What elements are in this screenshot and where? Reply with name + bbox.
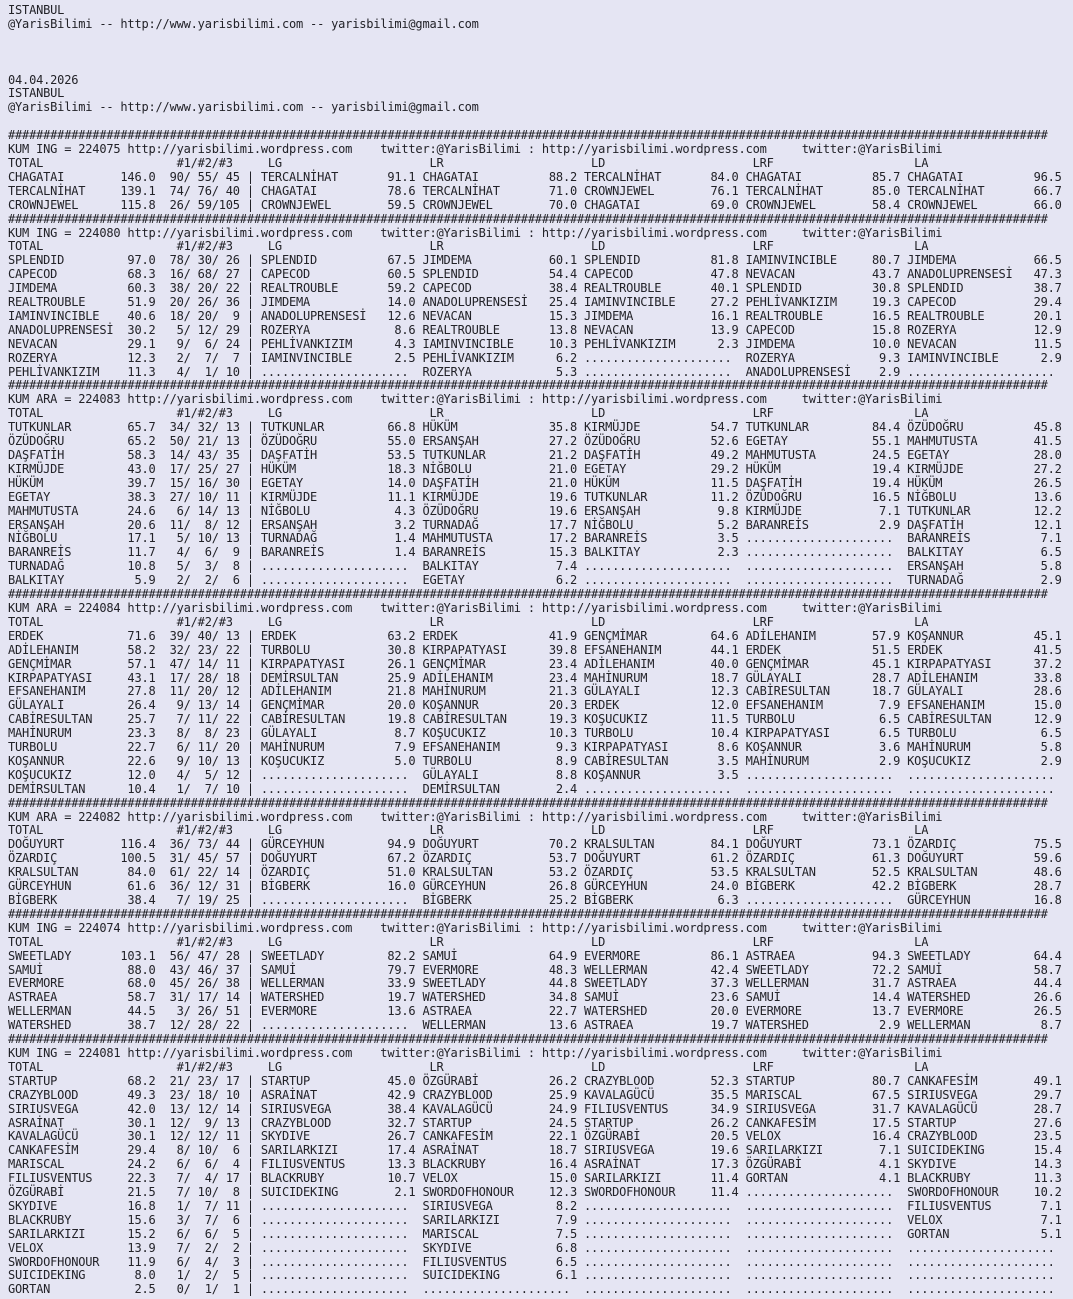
stats-row: NEVACAN 29.1 9/ 6/ 24 | PEHLİVANKIZIM 4.3 IAMINVINCIBLE 10.3 PEHLİVANKIZIM 2.3 JIMDEMA 10.0 NEVACAN 11.5 bbox=[8, 336, 1062, 351]
stats-row: DOĞUYURT 116.4 36/ 73/ 44 | GÜRCEYHUN 94.9 DOĞUYURT 70.2 KRALSULTAN 84.1 DOĞUYURT 73.1 ÖZARDIÇ 75.5 bbox=[8, 837, 1062, 852]
stats-row: SAMUİ 88.0 43/ 46/ 37 | SAMUİ 79.7 EVERMORE 48.3 WELLERMAN 42.4 SWEETLADY 72.2 SAMUİ 58.7 bbox=[8, 962, 1062, 977]
stats-row: ADİLEHANIM 58.2 32/ 23/ 22 | TURBOLU 30.8 KIRPAPATYASI 39.8 EFSANEHANIM 44.1 ERDEK 51.5 ERDEK 41.5 bbox=[8, 642, 1062, 657]
stats-row: SKYDIVE 16.8 1/ 7/ 11 | ..................... SIRIUSVEGA 8.2 ..................... ..................... FILIUSVENTUS 7.1 bbox=[8, 1198, 1062, 1213]
stats-row: ASRAİNAT 30.1 12/ 9/ 13 | CRAZYBLOOD 32.7 STARTUP 24.5 STARTUP 26.2 CANKAFESİM 17.5 STARTUP 27.6 bbox=[8, 1115, 1062, 1130]
stats-row: GÜRCEYHUN 61.6 36/ 12/ 31 | BİGBERK 16.0 GÜRCEYHUN 26.8 GÜRCEYHUN 24.0 BİGBERK 42.2 BİGBERK 28.7 bbox=[8, 879, 1062, 894]
stats-row: KRALSULTAN 84.0 61/ 22/ 14 | ÖZARDIÇ 51.0 KRALSULTAN 53.2 ÖZARDIÇ 53.5 KRALSULTAN 52.5 KRALSULTAN 48.6 bbox=[8, 865, 1062, 880]
stats-row: BARANREİS 11.7 4/ 6/ 9 | BARANREİS 1.4 BARANREİS 15.3 BALKITAY 2.3 ..................... BALKITAY 6.5 bbox=[8, 545, 1062, 560]
stats-row: IAMINVINCIBLE 40.6 18/ 20/ 9 | ANADOLUPRENSESİ 12.6 NEVACAN 15.3 JIMDEMA 16.1 REALTROUBLE 16.5 REALTROUBLE 20.1 bbox=[8, 308, 1062, 323]
stats-row: FILIUSVENTUS 22.3 7/ 4/ 17 | BLACKRUBY 10.7 VELOX 15.0 SARILARKIZI 11.4 GORTAN 4.1 BLACKRUBY 11.3 bbox=[8, 1171, 1062, 1186]
race-separator: #################################################################################################################################################### bbox=[8, 128, 1048, 143]
stats-row: TURNADAĞ 10.8 5/ 3/ 8 | ..................... BALKITAY 7.4 ..................... ..................... ERSANŞAH 5.8 bbox=[8, 559, 1062, 574]
stats-row: ÖZARDIÇ 100.5 31/ 45/ 57 | DOĞUYURT 67.2 ÖZARDIÇ 53.7 DOĞUYURT 61.2 ÖZARDIÇ 61.3 DOĞUYURT 59.6 bbox=[8, 851, 1062, 866]
stats-row: PEHLİVANKIZIM 11.3 4/ 1/ 10 | ..................... ROZERYA 5.3 ..................... ANADOLUPRENSESİ 2.9 ..................... bbox=[8, 364, 1062, 379]
stats-row: STARTUP 68.2 21/ 23/ 17 | STARTUP 45.0 ÖZGÜRABİ 26.2 CRAZYBLOOD 52.3 STARTUP 80.7 CANKAFESİM 49.1 bbox=[8, 1073, 1062, 1088]
race-separator: #################################################################################################################################################### bbox=[8, 587, 1048, 602]
column-header-row: TOTAL #1/#2/#3 LG LR LD LRF LA bbox=[8, 1059, 929, 1074]
stats-row: TERCALNİHAT 139.1 74/ 76/ 40 | CHAGATAI 78.6 TERCALNİHAT 71.0 CROWNJEWEL 76.1 TERCALNİHAT 85.0 TERCALNİHAT 66.7 bbox=[8, 183, 1062, 198]
stats-row: EFSANEHANIM 27.8 11/ 20/ 12 | ADİLEHANIM 21.8 MAHİNURUM 21.3 GÜLAYALI 12.3 CABİRESULTAN 18.7 GÜLAYALI 28.6 bbox=[8, 684, 1062, 699]
column-header-row: TOTAL #1/#2/#3 LG LR LD LRF LA bbox=[8, 823, 929, 838]
stats-row: SWORDOFHONOUR 11.9 6/ 4/ 3 | ..................... FILIUSVENTUS 6.5 ..................... ..................... ..................... bbox=[8, 1254, 1062, 1269]
report-city-line: ISTANBUL bbox=[8, 86, 65, 101]
stats-row: CHAGATAI 146.0 90/ 55/ 45 | TERCALNİHAT 91.1 CHAGATAI 88.2 TERCALNİHAT 84.0 CHAGATAI 85.7 CHAGATAI 96.5 bbox=[8, 169, 1062, 184]
stats-row: CANKAFESİM 29.4 8/ 10/ 6 | SARILARKIZI 17.4 ASRAİNAT 18.7 SIRIUSVEGA 19.6 SARILARKIZI 7.1 SUICIDEKING 15.4 bbox=[8, 1143, 1062, 1158]
column-header-row: TOTAL #1/#2/#3 LG LR LD LRF LA bbox=[8, 614, 929, 629]
stats-row: SIRIUSVEGA 42.0 13/ 12/ 14 | SIRIUSVEGA 38.4 KAVALAGÜCÜ 24.9 FILIUSVENTUS 34.9 SIRIUSVEGA 31.7 KAVALAGÜCÜ 28.7 bbox=[8, 1101, 1062, 1116]
stats-row: ÖZÜDOĞRU 65.2 50/ 21/ 13 | ÖZÜDOĞRU 55.0 ERSANŞAH 27.2 ÖZÜDOĞRU 52.6 EGETAY 55.1 MAHMUTUSTA 41.5 bbox=[8, 434, 1062, 449]
race-separator: #################################################################################################################################################### bbox=[8, 378, 1048, 393]
stats-row: ÖZGÜRABİ 21.5 7/ 10/ 8 | SUICIDEKING 2.1 SWORDOFHONOUR 12.3 SWORDOFHONOUR 11.4 ..................... SWORDOFHONOUR 10.2 bbox=[8, 1185, 1062, 1200]
race-separator: #################################################################################################################################################### bbox=[8, 906, 1048, 921]
blank-line bbox=[8, 60, 1073, 74]
race-title-line: KUM ING = 224080 http://yarisbilimi.wordpress.com twitter:@YarisBilimi : http://yarisbilimi.wordpress.com twitter:@YarisBilimi bbox=[8, 225, 943, 240]
stats-row: SUICIDEKING 8.0 1/ 2/ 5 | ..................... SUICIDEKING 6.1 ..................... ..................... ..................... bbox=[8, 1268, 1062, 1283]
stats-row: KOŞUCUKIZ 12.0 4/ 5/ 12 | ..................... GÜLAYALI 8.8 KOŞANNUR 3.5 ..................... ..................... bbox=[8, 767, 1062, 782]
stats-row: TURBOLU 22.7 6/ 11/ 20 | MAHİNURUM 7.9 EFSANEHANIM 9.3 KIRPAPATYASI 8.6 KOŞANNUR 3.6 MAHİNURUM 5.8 bbox=[8, 740, 1062, 755]
stats-row: BALKITAY 5.9 2/ 2/ 6 | ..................... EGETAY 6.2 ..................... ..................... TURNADAĞ 2.9 bbox=[8, 573, 1062, 588]
stats-row: VELOX 13.9 7/ 2/ 2 | ..................... SKYDIVE 6.8 ..................... ..................... ..................... bbox=[8, 1240, 1062, 1255]
stats-row: HÜKÜM 39.7 15/ 16/ 30 | EGETAY 14.0 DAŞFATİH 21.0 HÜKÜM 11.5 DAŞFATİH 19.4 HÜKÜM 26.5 bbox=[8, 475, 1062, 490]
stats-row: BLACKRUBY 15.6 3/ 7/ 6 | ..................... SARILARKIZI 7.9 ..................... ..................... VELOX 7.1 bbox=[8, 1212, 1062, 1227]
stats-row: KIRPAPATYASI 43.1 17/ 28/ 18 | DEMİRSULTAN 25.9 ADİLEHANIM 23.4 MAHİNURUM 18.7 GÜLAYALI 28.7 ADİLEHANIM 33.8 bbox=[8, 670, 1062, 685]
column-header-row: TOTAL #1/#2/#3 LG LR LD LRF LA bbox=[8, 239, 929, 254]
race-title-line: KUM ING = 224081 http://yarisbilimi.wordpress.com twitter:@YarisBilimi : http://yarisbilimi.wordpress.com twitter:@YarisBilimi bbox=[8, 1045, 943, 1060]
blank-line bbox=[8, 32, 1073, 46]
race-separator: #################################################################################################################################################### bbox=[8, 211, 1048, 226]
stats-row: ROZERYA 12.3 2/ 7/ 7 | IAMINVINCIBLE 2.5 PEHLİVANKIZIM 6.2 ..................... ROZERYA 9.3 IAMINVINCIBLE 2.9 bbox=[8, 350, 1062, 365]
stats-row: MAHMUTUSTA 24.6 6/ 14/ 13 | NİĞBOLU 4.3 ÖZÜDOĞRU 19.6 ERSANŞAH 9.8 KIRMÜJDE 7.1 TUTKUNLAR 12.2 bbox=[8, 503, 1062, 518]
stats-row: EVERMORE 68.0 45/ 26/ 38 | WELLERMAN 33.9 SWEETLADY 44.8 SWEETLADY 37.3 WELLERMAN 31.7 ASTRAEA 44.4 bbox=[8, 976, 1062, 991]
stats-row: KOŞANNUR 22.6 9/ 10/ 13 | KOŞUCUKIZ 5.0 TURBOLU 8.9 CABİRESULTAN 3.5 MAHİNURUM 2.9 KOŞUCUKIZ 2.9 bbox=[8, 753, 1062, 768]
stats-row: EGETAY 38.3 27/ 10/ 11 | KIRMÜJDE 11.1 KIRMÜJDE 19.6 TUTKUNLAR 11.2 ÖZÜDOĞRU 16.5 NİĞBOLU 13.6 bbox=[8, 489, 1062, 504]
column-header-row: TOTAL #1/#2/#3 LG LR LD LRF LA bbox=[8, 406, 929, 421]
stats-row: ERDEK 71.6 39/ 40/ 13 | ERDEK 63.2 ERDEK 41.9 GENÇMİMAR 64.6 ADİLEHANIM 57.9 KOŞANNUR 45.1 bbox=[8, 628, 1062, 643]
credit-line: @YarisBilimi -- http://www.yarisbilimi.com -- yarisbilimi@gmail.com bbox=[8, 100, 479, 115]
race-title-line: KUM ING = 224075 http://yarisbilimi.wordpress.com twitter:@YarisBilimi : http://yarisbilimi.wordpress.com twitter:@YarisBilimi bbox=[8, 142, 943, 157]
stats-row: SWEETLADY 103.1 56/ 47/ 28 | SWEETLADY 82.2 SAMUİ 64.9 EVERMORE 86.1 ASTRAEA 94.3 SWEETLADY 64.4 bbox=[8, 948, 1062, 963]
stats-row: ANADOLUPRENSESİ 30.2 5/ 12/ 29 | ROZERYA 8.6 REALTROUBLE 13.8 NEVACAN 13.9 CAPECOD 15.8 ROZERYA 12.9 bbox=[8, 322, 1062, 337]
credit-line: @YarisBilimi -- http://www.yarisbilimi.com -- yarisbilimi@gmail.com bbox=[8, 16, 479, 31]
stats-row: CROWNJEWEL 115.8 26/ 59/105 | CROWNJEWEL 59.5 CROWNJEWEL 70.0 CHAGATAI 69.0 CROWNJEWEL 58.4 CROWNJEWEL 66.0 bbox=[8, 197, 1062, 212]
stats-row: TUTKUNLAR 65.7 34/ 32/ 13 | TUTKUNLAR 66.8 HÜKÜM 35.8 KIRMÜJDE 54.7 TUTKUNLAR 84.4 ÖZÜDOĞRU 45.8 bbox=[8, 420, 1062, 435]
stats-row: DAŞFATİH 58.3 14/ 43/ 35 | DAŞFATİH 53.5 TUTKUNLAR 21.2 DAŞFATİH 49.2 MAHMUTUSTA 24.5 EGETAY 28.0 bbox=[8, 448, 1062, 462]
stats-row: JIMDEMA 60.3 38/ 20/ 22 | REALTROUBLE 59.2 CAPECOD 38.4 REALTROUBLE 40.1 SPLENDID 30.8 SPLENDID 38.7 bbox=[8, 281, 1062, 296]
blank-line bbox=[8, 46, 1073, 60]
stats-row: MAHİNURUM 23.3 8/ 8/ 23 | GÜLAYALI 8.7 KOŞUCUKIZ 10.3 TURBOLU 10.4 KIRPAPATYASI 6.5 TURBOLU 6.5 bbox=[8, 726, 1062, 741]
stats-row: GÜLAYALI 26.4 9/ 13/ 14 | GENÇMİMAR 20.0 KOŞANNUR 20.3 ERDEK 12.0 EFSANEHANIM 7.9 EFSANEHANIM 15.0 bbox=[8, 698, 1062, 713]
stats-row: NİĞBOLU 17.1 5/ 10/ 13 | TURNADAĞ 1.4 MAHMUTUSTA 17.2 BARANREİS 3.5 ..................... BARANREİS 7.1 bbox=[8, 531, 1062, 546]
stats-row: CAPECOD 68.3 16/ 68/ 27 | CAPECOD 60.5 SPLENDID 54.4 CAPECOD 47.8 NEVACAN 43.7 ANADOLUPRENSESİ 47.3 bbox=[8, 267, 1062, 282]
stats-row: BİGBERK 38.4 7/ 19/ 25 | ..................... BİGBERK 25.2 BİGBERK 6.3 ..................... GÜRCEYHUN 16.8 bbox=[8, 893, 1062, 907]
blank-line bbox=[8, 115, 1073, 129]
race-title-line: KUM ARA = 224082 http://yarisbilimi.wordpress.com twitter:@YarisBilimi : http://yarisbilimi.wordpress.com twitter:@YarisBilimi bbox=[8, 809, 943, 824]
report-date-line: 04.04.2026 bbox=[8, 72, 79, 87]
stats-row: DEMİRSULTAN 10.4 1/ 7/ 10 | ..................... DEMİRSULTAN 2.4 ..................... ..................... ..................... bbox=[8, 781, 1062, 796]
race-separator: #################################################################################################################################################### bbox=[8, 1032, 1048, 1047]
stats-row: WATERSHED 38.7 12/ 28/ 22 | ..................... WELLERMAN 13.6 ASTRAEA 19.7 WATERSHED 2.9 WELLERMAN 8.7 bbox=[8, 1018, 1062, 1033]
race-title-line: KUM ARA = 224084 http://yarisbilimi.wordpress.com twitter:@YarisBilimi : http://yarisbilimi.wordpress.com twitter:@YarisBilimi bbox=[8, 600, 943, 615]
stats-row: CRAZYBLOOD 49.3 23/ 18/ 10 | ASRAİNAT 42.9 CRAZYBLOOD 25.9 KAVALAGÜCÜ 35.5 MARISCAL 67.5 SIRIUSVEGA 29.7 bbox=[8, 1087, 1062, 1102]
stats-row: CABİRESULTAN 25.7 7/ 11/ 22 | CABİRESULTAN 19.8 CABİRESULTAN 19.3 KOŞUCUKIZ 11.5 TURBOLU 6.5 CABİRESULTAN 12.9 bbox=[8, 712, 1062, 727]
race-title-line: KUM ARA = 224083 http://yarisbilimi.wordpress.com twitter:@YarisBilimi : http://yarisbilimi.wordpress.com twitter:@YarisBilimi bbox=[8, 392, 943, 407]
stats-row: SPLENDID 97.0 78/ 30/ 26 | SPLENDID 67.5 JIMDEMA 60.1 SPLENDID 81.8 IAMINVINCIBLE 80.7 JIMDEMA 66.5 bbox=[8, 253, 1062, 268]
report-city-line: ISTANBUL bbox=[8, 3, 65, 17]
stats-row: KIRMÜJDE 43.0 17/ 25/ 27 | HÜKÜM 18.3 NİĞBOLU 21.0 EGETAY 29.2 HÜKÜM 19.4 KIRMÜJDE 27.2 bbox=[8, 461, 1062, 476]
stats-row: GORTAN 2.5 0/ 1/ 1 | ..................... ..................... ..................... ..................... ..................... bbox=[8, 1282, 1062, 1297]
column-header-row: TOTAL #1/#2/#3 LG LR LD LRF LA bbox=[8, 934, 929, 949]
stats-row: REALTROUBLE 51.9 20/ 26/ 36 | JIMDEMA 14.0 ANADOLUPRENSESİ 25.4 IAMINVINCIBLE 27.2 PEHLİVANKIZIM 19.3 CAPECOD 29.4 bbox=[8, 295, 1062, 310]
race-title-line: KUM ING = 224074 http://yarisbilimi.wordpress.com twitter:@YarisBilimi : http://yarisbilimi.wordpress.com twitter:@YarisBilimi bbox=[8, 920, 943, 935]
stats-row: WELLERMAN 44.5 3/ 26/ 51 | EVERMORE 13.6 ASTRAEA 22.7 WATERSHED 20.0 EVERMORE 13.7 EVERMORE 26.5 bbox=[8, 1004, 1062, 1019]
stats-row: KAVALAGÜCÜ 30.1 12/ 12/ 11 | SKYDIVE 26.7 CANKAFESİM 22.1 ÖZGÜRABİ 20.5 VELOX 16.4 CRAZYBLOOD 23.5 bbox=[8, 1129, 1062, 1144]
column-header-row: TOTAL #1/#2/#3 LG LR LD LRF LA bbox=[8, 155, 929, 170]
race-separator: #################################################################################################################################################### bbox=[8, 795, 1048, 810]
stats-row: MARISCAL 24.2 6/ 6/ 4 | FILIUSVENTUS 13.3 BLACKRUBY 16.4 ASRAİNAT 17.3 ÖZGÜRABİ 4.1 SKYDIVE 14.3 bbox=[8, 1157, 1062, 1172]
stats-row: GENÇMİMAR 57.1 47/ 14/ 11 | KIRPAPATYASI 26.1 GENÇMİMAR 23.4 ADİLEHANIM 40.0 GENÇMİMAR 45.1 KIRPAPATYASI 37.2 bbox=[8, 656, 1062, 671]
stats-row: ASTRAEA 58.7 31/ 17/ 14 | WATERSHED 19.7 WATERSHED 34.8 SAMUİ 23.6 SAMUİ 14.4 WATERSHED 26.6 bbox=[8, 990, 1062, 1005]
stats-row: ERSANŞAH 20.6 11/ 8/ 12 | ERSANŞAH 3.2 TURNADAĞ 17.7 NİĞBOLU 5.2 BARANREİS 2.9 DAŞFATİH 12.1 bbox=[8, 517, 1062, 532]
stats-row: SARILARKIZI 15.2 6/ 6/ 5 | ..................... MARISCAL 7.5 ..................... ..................... GORTAN 5.1 bbox=[8, 1226, 1062, 1241]
race-report bbox=[8, 4, 1073, 1297]
